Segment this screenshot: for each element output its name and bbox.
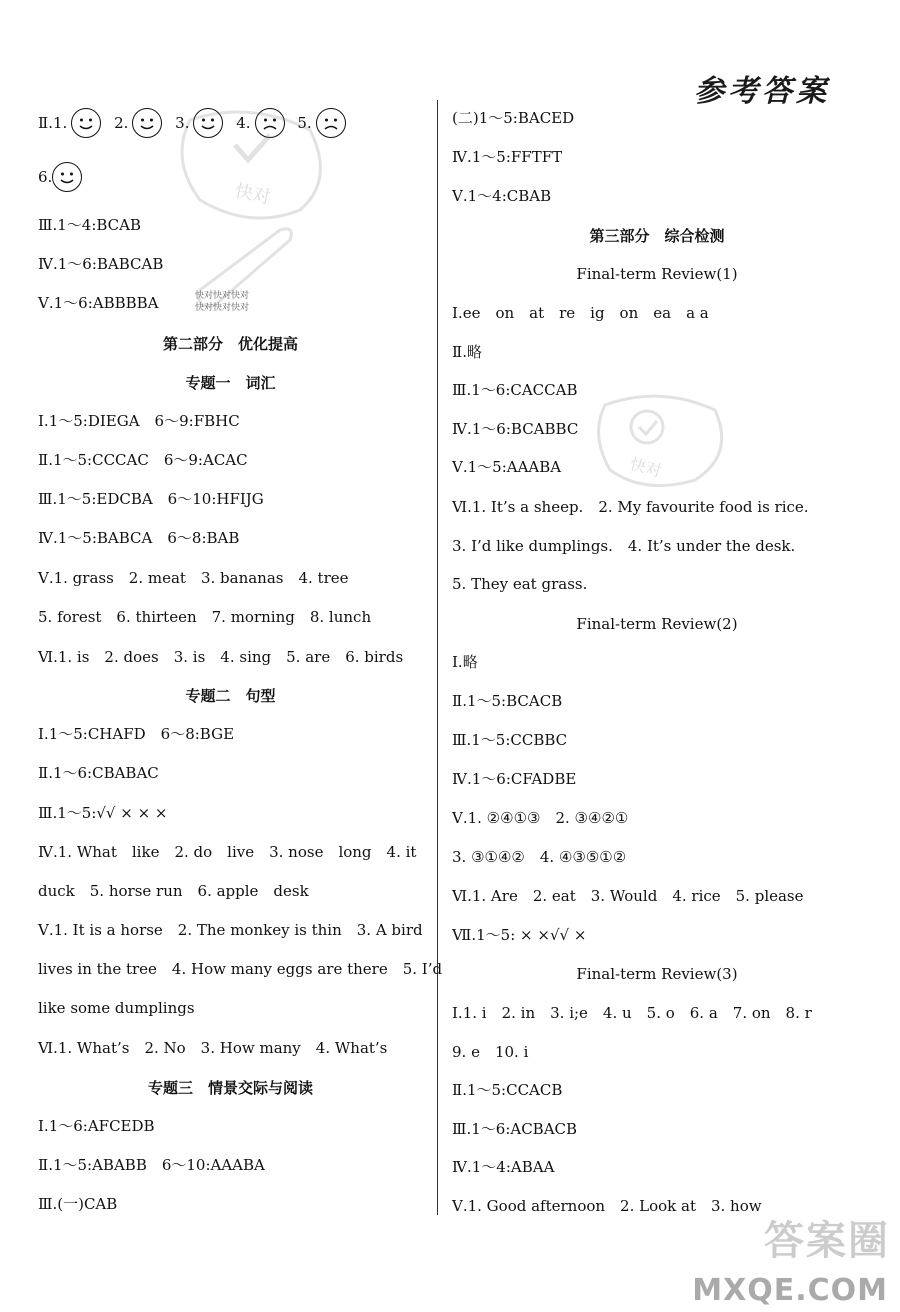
site-watermark-big: 答案圈 — [764, 1218, 890, 1264]
kuaidui-watermark-logo — [160, 100, 340, 324]
topic-title: 专题一 词汇 — [185, 374, 276, 392]
kuaidui-stamp-text: 快对快对快对 快对快对快对 — [195, 291, 250, 313]
section-label: Ⅱ. — [38, 114, 53, 132]
answer-line: Ⅰ.ee on at re ig on ea a a — [452, 304, 709, 322]
faces-row-2 — [38, 162, 90, 192]
kuaidui-watermark-logo-2 — [585, 385, 735, 499]
answer-line: Ⅲ.(一)CAB — [38, 1195, 118, 1213]
smile-face-icon — [52, 162, 82, 192]
column-divider — [437, 100, 438, 1215]
answer-line: 5. forest 6. thirteen 7. morning 8. lunch — [38, 608, 372, 626]
answer-line: Ⅰ.1～5:CHAFD 6～8:BGE — [38, 725, 235, 743]
answer-line: Ⅰ.1. i 2. in 3. i;e 4. u 5. o 6. a 7. on 8. r — [452, 1004, 812, 1022]
item-number: 1. — [52, 114, 68, 132]
item-number: 2. — [114, 114, 129, 132]
answer-line: lives in the tree 4. How many eggs are there 5. I’d — [38, 960, 443, 978]
answer-line: Ⅳ.1～6:BCABBC — [452, 420, 579, 438]
answer-line: Ⅱ.1～5:CCCAC 6～9:ACAC — [38, 451, 248, 469]
answer-line: Ⅲ.1～6:CACCAB — [452, 381, 578, 399]
answer-line: Ⅴ.1. ②④①③ 2. ③④②① — [452, 809, 629, 827]
item-number: 6. — [38, 168, 53, 186]
answer-line: Ⅵ.1. Are 2. eat 3. Would 4. rice 5. please — [452, 887, 804, 905]
review-title: Final-term Review(1) — [576, 265, 738, 283]
answer-line: 3. I’d like dumplings. 4. It’s under the desk. — [452, 537, 796, 555]
answer-line: Ⅴ.1. It is a horse 2. The monkey is thin 3. A bird — [38, 921, 423, 939]
answer-line: 9. e 10. i — [452, 1043, 529, 1061]
site-watermark-url — [692, 1273, 888, 1308]
kuaidui-watermark-text: 快对 — [232, 180, 273, 209]
topic-title: 专题三 情景交际与阅读 — [147, 1079, 313, 1097]
smile-face-icon — [71, 108, 101, 138]
answer-line: Ⅳ.1～6:CFADBE — [452, 770, 577, 788]
answer-line: Ⅰ.略 — [452, 653, 478, 671]
answer-line: Ⅴ.1～4:CBAB — [452, 187, 552, 205]
answer-line: 3. ③①④② 4. ④③⑤①② — [452, 848, 627, 866]
item-number: 3. — [175, 114, 190, 132]
site-watermark-logo — [764, 1209, 890, 1266]
answer-line: Ⅳ.1～5:BABCA 6～8:BAB — [38, 529, 240, 547]
answer-line: Ⅴ.1. Good afternoon 2. Look at 3. how — [452, 1197, 762, 1215]
review-title: Final-term Review(2) — [576, 615, 738, 633]
answer-line: (二)1～5:BACED — [452, 109, 575, 127]
section-title: 第三部分 综合检测 — [589, 227, 725, 245]
answer-line: Ⅲ.1～6:ACBACB — [452, 1120, 578, 1138]
page-header-title: 参考答案 — [694, 74, 830, 109]
answer-line: Ⅳ.1. What like 2. do live 3. nose long 4. it — [38, 843, 417, 861]
answer-line: Ⅲ.1～5:EDCBA 6～10:HFIJG — [38, 490, 264, 508]
section-title: 第二部分 优化提高 — [162, 335, 298, 353]
answer-line: duck 5. horse run 6. apple desk — [38, 882, 309, 900]
kuaidui-watermark-text-2: 快对 — [627, 454, 664, 481]
answer-line: Ⅲ.1～4:BCAB — [38, 216, 142, 234]
answer-line: Ⅳ.1～5:FFTFT — [452, 148, 563, 166]
topic-title: 专题二 句型 — [185, 687, 276, 705]
answer-line: Ⅴ.1～6:ABBBBA — [38, 294, 159, 312]
answer-line: Ⅰ.1～5:DIEGA 6～9:FBHC — [38, 412, 240, 430]
answer-line: Ⅶ.1～5: × ×√√ × — [452, 926, 587, 944]
smile-face-icon — [132, 108, 162, 138]
answer-line: Ⅱ.1～5:CCACB — [452, 1081, 563, 1099]
site-watermark-small: MXQE.COM — [692, 1273, 888, 1308]
answer-line: Ⅲ.1～5:CCBBC — [452, 731, 568, 749]
answer-line: Ⅵ.1. What’s 2. No 3. How many 4. What’s — [38, 1039, 388, 1057]
answer-line: Ⅲ.1～5:√√ × × × — [38, 804, 168, 822]
answer-line: Ⅳ.1～4:ABAA — [452, 1158, 555, 1176]
review-title: Final-term Review(3) — [576, 965, 738, 983]
answer-line: Ⅳ.1～6:BABCAB — [38, 255, 164, 273]
answer-line: Ⅱ.1～5:BCACB — [452, 692, 563, 710]
answer-line: Ⅱ.略 — [452, 343, 482, 361]
answer-line: Ⅴ.1. grass 2. meat 3. bananas 4. tree — [38, 569, 349, 587]
item-number: 4. — [236, 114, 251, 132]
answer-line: Ⅵ.1. is 2. does 3. is 4. sing 5. are 6. birds — [38, 648, 404, 666]
answer-line: Ⅱ.1～5:ABABB 6～10:AAABA — [38, 1156, 265, 1174]
answer-line: like some dumplings — [38, 999, 195, 1017]
answer-line: Ⅵ.1. It’s a sheep. 2. My favourite food is rice. — [452, 498, 809, 516]
answer-line: Ⅱ.1～6:CBABAC — [38, 764, 159, 782]
item-number: 5. — [297, 114, 312, 132]
answer-line: Ⅰ.1～6:AFCEDB — [38, 1117, 155, 1135]
answer-line: 5. They eat grass. — [452, 575, 588, 593]
answer-line: Ⅴ.1～5:AAABA — [452, 458, 562, 476]
